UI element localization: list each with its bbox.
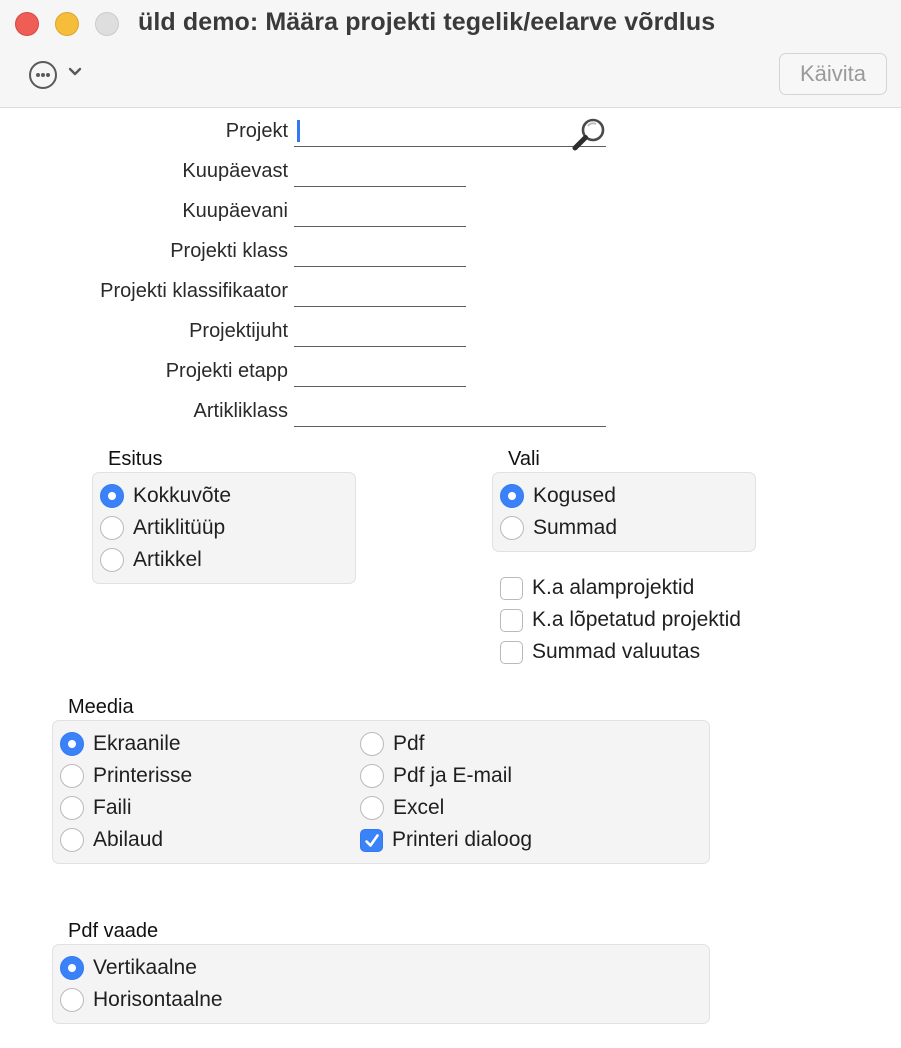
- checkbox[interactable]: [500, 641, 523, 664]
- radio[interactable]: [60, 796, 84, 820]
- vali-option-quantities[interactable]: Kogused: [500, 483, 616, 509]
- project-class-input[interactable]: [294, 266, 466, 267]
- radio[interactable]: [60, 828, 84, 852]
- radio-selected[interactable]: [100, 484, 124, 508]
- media-option-printer[interactable]: Printerisse: [60, 763, 192, 789]
- radio[interactable]: [60, 764, 84, 788]
- item-class-input[interactable]: [294, 426, 606, 427]
- media-option-pdf-email[interactable]: Pdf ja E-mail: [360, 763, 512, 789]
- titlebar: [0, 0, 901, 108]
- pdf-view-option-landscape[interactable]: Horisontaalne: [60, 987, 223, 1013]
- meedia-title: Meedia: [68, 696, 134, 718]
- pdf-view-title: Pdf vaade: [68, 920, 159, 942]
- media-option-pdf[interactable]: Pdf: [360, 731, 425, 757]
- chevron-down-icon[interactable]: [68, 64, 82, 82]
- vali-title: Vali: [508, 448, 540, 470]
- radio-selected[interactable]: [60, 956, 84, 980]
- run-button[interactable]: Käivita: [779, 53, 887, 95]
- item-class-label: Artikliklass: [193, 400, 288, 422]
- vali-option-sums[interactable]: Summad: [500, 515, 617, 541]
- radio[interactable]: [500, 516, 524, 540]
- project-classifier-label: Projekti klassifikaator: [100, 280, 288, 302]
- radio[interactable]: [360, 732, 384, 756]
- checkbox[interactable]: [500, 609, 523, 632]
- project-input[interactable]: [294, 146, 606, 147]
- checkbox-printer-dialog[interactable]: Printeri dialoog: [360, 827, 532, 853]
- close-window-button[interactable]: [15, 12, 39, 36]
- checkbox-sums-in-currency[interactable]: Summad valuutas: [500, 639, 700, 665]
- project-class-label: Projekti klass: [170, 240, 288, 262]
- pdf-view-option-portrait[interactable]: Vertikaalne: [60, 955, 197, 981]
- radio-selected[interactable]: [500, 484, 524, 508]
- radio[interactable]: [360, 796, 384, 820]
- media-option-file[interactable]: Faili: [60, 795, 132, 821]
- date-to-label: Kuupäevani: [182, 200, 288, 222]
- ellipsis-circle-icon[interactable]: [29, 61, 57, 89]
- radio[interactable]: [100, 548, 124, 572]
- media-option-clipboard[interactable]: Abilaud: [60, 827, 163, 853]
- text-caret: [297, 120, 300, 142]
- radio-selected[interactable]: [60, 732, 84, 756]
- project-manager-label: Projektijuht: [189, 320, 288, 342]
- checkbox[interactable]: [500, 577, 523, 600]
- date-to-input[interactable]: [294, 226, 466, 227]
- project-label: Projekt: [225, 120, 288, 142]
- esitus-option-item[interactable]: Artikkel: [100, 547, 202, 573]
- media-option-excel[interactable]: Excel: [360, 795, 444, 821]
- minimize-window-button[interactable]: [55, 12, 79, 36]
- window-title: üld demo: Määra projekti tegelik/eelarve võrdlus: [138, 8, 716, 36]
- project-classifier-input[interactable]: [294, 306, 466, 307]
- esitus-option-item-type[interactable]: Artiklitüüp: [100, 515, 225, 541]
- project-manager-input[interactable]: [294, 346, 466, 347]
- checkbox-include-finished[interactable]: K.a lõpetatud projektid: [500, 607, 741, 633]
- radio[interactable]: [100, 516, 124, 540]
- radio[interactable]: [360, 764, 384, 788]
- project-stage-label: Projekti etapp: [165, 360, 288, 382]
- magnifier-icon[interactable]: [572, 117, 608, 151]
- radio[interactable]: [60, 988, 84, 1012]
- date-from-input[interactable]: [294, 186, 466, 187]
- checkbox-include-subprojects[interactable]: K.a alamprojektid: [500, 575, 694, 601]
- esitus-title: Esitus: [108, 448, 163, 470]
- checkmark-icon[interactable]: [360, 829, 383, 852]
- date-from-label: Kuupäevast: [182, 160, 288, 182]
- zoom-window-button[interactable]: [95, 12, 119, 36]
- esitus-option-summary[interactable]: Kokkuvõte: [100, 483, 231, 509]
- project-stage-input[interactable]: [294, 386, 466, 387]
- media-option-screen[interactable]: Ekraanile: [60, 731, 181, 757]
